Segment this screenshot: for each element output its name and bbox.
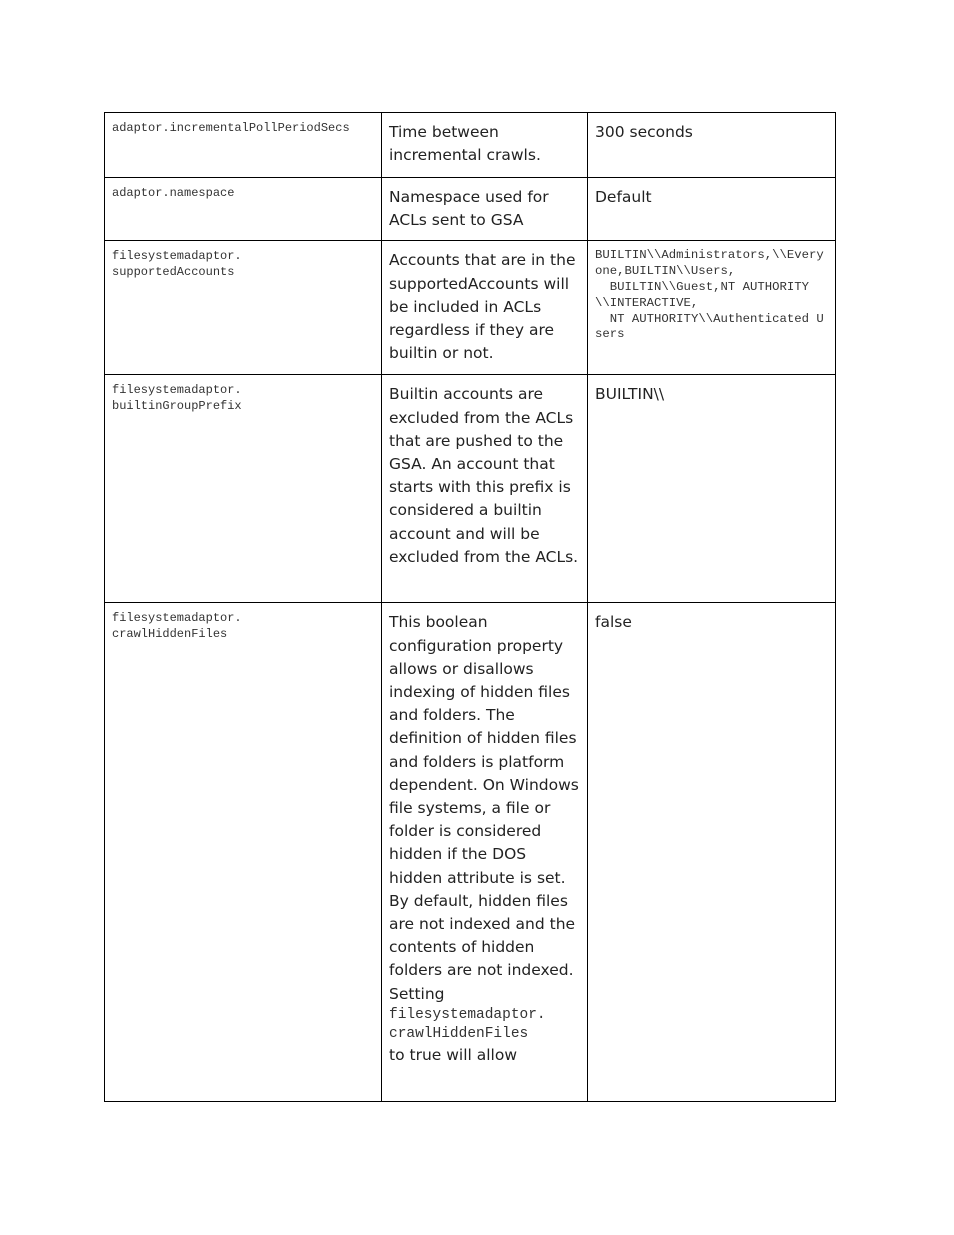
property-name: adaptor.namespace <box>105 178 382 241</box>
property-name: adaptor.incrementalPollPeriodSecs <box>105 113 382 178</box>
property-description: Builtin accounts are excluded from the ACLs that are pushed to the GSA. An account that starts with this prefix is considered a builtin account and will be excluded from the ACLs. <box>382 375 588 603</box>
description-text: This boolean configuration property allows or disallows indexing of hidden files and folders. The definition of hidden files and folders is platform dependent. On Windows file systems, a file or folder is considered hidden if the DOS hidden attribute is set. By default, hidden files are not indexed and the contents of hidden folders are not indexed. Setting <box>389 613 579 1003</box>
table-row <box>105 113 836 178</box>
property-description: Namespace used for ACLs sent to GSA <box>382 178 588 241</box>
description-text: to true will allow <box>389 1045 518 1064</box>
property-default: 300 seconds <box>588 113 836 178</box>
property-default: BUILTIN\\ <box>588 375 836 603</box>
configuration-properties-table <box>104 112 836 1102</box>
table-row <box>105 241 836 375</box>
property-name: filesystemadaptor. builtinGroupPrefix <box>105 375 382 603</box>
property-name: filesystemadaptor. supportedAccounts <box>105 241 382 375</box>
property-description: Time between incremental crawls. <box>382 113 588 178</box>
property-name: filesystemadaptor. crawlHiddenFiles <box>105 603 382 1102</box>
table-row <box>105 375 836 603</box>
inline-code: filesystemadaptor. crawlHiddenFiles <box>389 1006 546 1042</box>
property-description: Accounts that are in the supportedAccounts will be included in ACLs regardless if they are builtin or not. <box>382 241 588 375</box>
property-default: Default <box>588 178 836 241</box>
table-row <box>105 603 836 1102</box>
property-description <box>382 603 588 1102</box>
property-default: BUILTIN\\Administrators,\\Everyone,BUILTIN\\Users, BUILTIN\\Guest,NT AUTHORITY\\INTERACTIVE, NT AUTHORITY\\Authenticated Users <box>588 241 836 375</box>
property-default: false <box>588 603 836 1102</box>
table-row <box>105 178 836 241</box>
